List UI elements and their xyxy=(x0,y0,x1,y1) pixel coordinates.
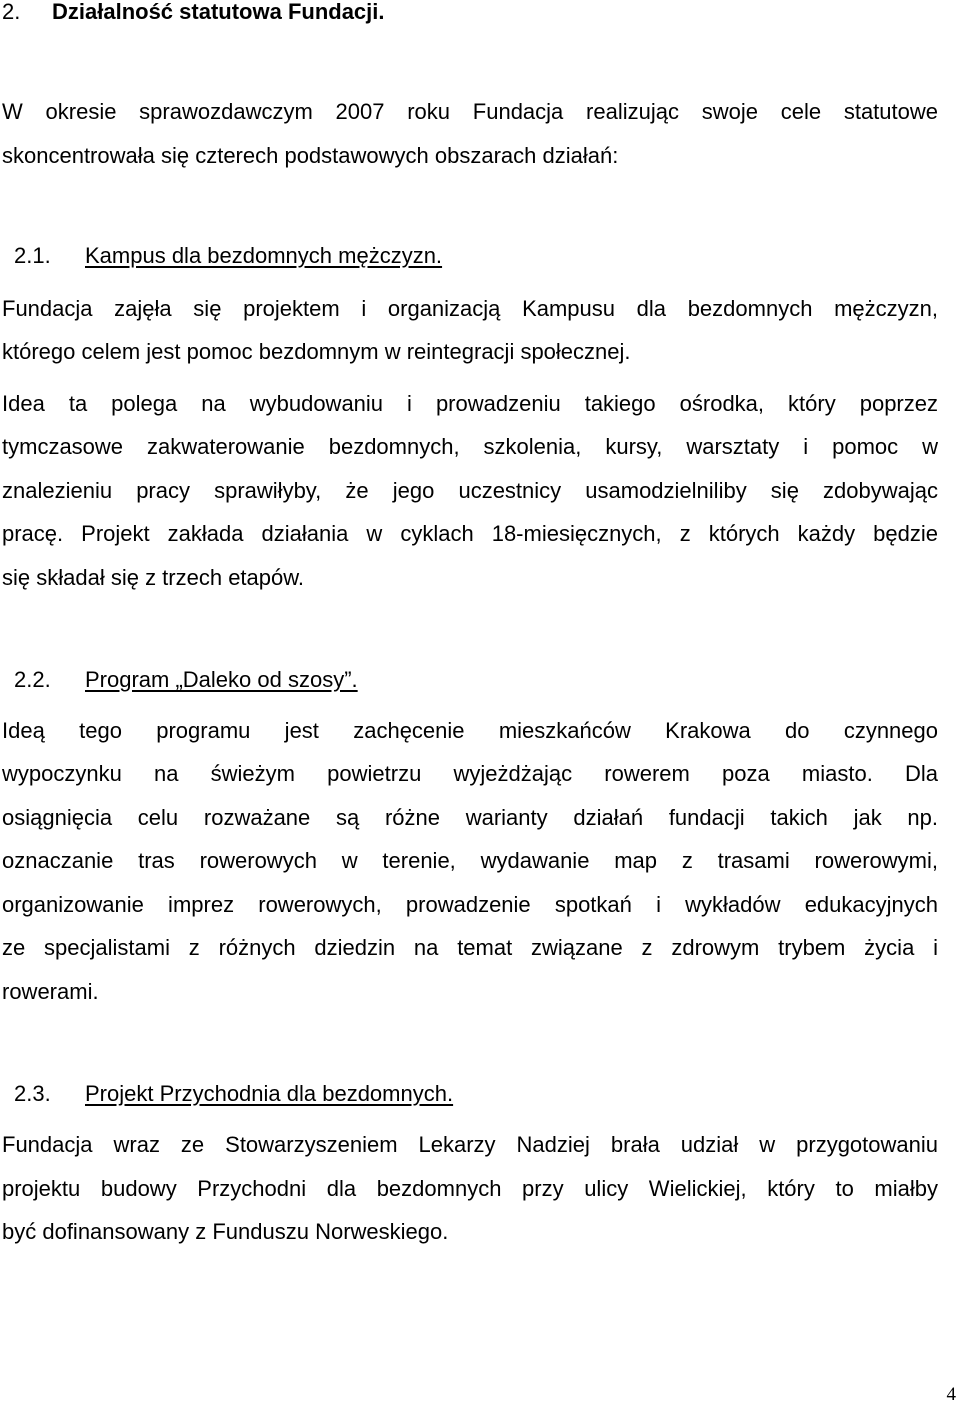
paragraph-line: Idea ta polega na wybudowaniu i prowadzeniu takiego ośrodka, który poprzez xyxy=(2,391,938,416)
intro-line: W okresie sprawozdawczym 2007 roku Fundacja realizując swoje cele statutowe xyxy=(2,99,938,124)
paragraph-line: tymczasowe zakwaterowanie bezdomnych, szkolenia, kursy, warsztaty i pomoc w xyxy=(2,434,938,459)
subsection-number: 2.2. xyxy=(14,667,51,692)
subsection-number: 2.3. xyxy=(14,1081,51,1106)
subsection-title: Kampus dla bezdomnych mężczyzn. xyxy=(85,243,443,268)
intro-line: skoncentrowała się czterech podstawowych obszarach działań: xyxy=(2,143,619,168)
paragraph-line: oznaczanie tras rowerowych w terenie, wydawanie map z trasami rowerowymi, xyxy=(2,848,938,873)
paragraph-line: organizowanie imprez rowerowych, prowadzenie spotkań i wykładów edukacyjnych xyxy=(2,892,938,917)
paragraph-line: się składał się z trzech etapów. xyxy=(2,565,305,590)
paragraph-line: wypoczynku na świeżym powietrzu wyjeżdżając rowerem poza miasto. Dla xyxy=(2,761,938,786)
section-number: 2. xyxy=(2,0,21,24)
paragraph-line: pracę. Projekt zakłada działania w cyklach 18-miesięcznych, z których każdy będzie xyxy=(2,521,938,546)
paragraph-line: Fundacja wraz ze Stowarzyszeniem Lekarzy Nadziej brała udział w przygotowaniu xyxy=(2,1132,938,1157)
paragraph-line: ze specjalistami z różnych dziedzin na temat związane z zdrowym trybem życia i xyxy=(2,935,938,960)
section-heading xyxy=(2,0,385,26)
paragraph-line: osiągnięcia celu rozważane są różne warianty działań fundacji takich jak np. xyxy=(2,805,938,830)
subsection-heading xyxy=(14,666,358,694)
paragraph-line: Ideą tego programu jest zachęcenie mieszkańców Krakowa do czynnego xyxy=(2,718,938,743)
paragraph-line: Fundacja zajęła się projektem i organizacją Kampusu dla bezdomnych mężczyzn, xyxy=(2,296,938,321)
subsection-heading xyxy=(14,1080,453,1108)
paragraph-line: którego celem jest pomoc bezdomnym w reintegracji społecznej. xyxy=(2,339,631,364)
section-title: Działalność statutowa Fundacji. xyxy=(52,0,385,24)
subsection-title: Projekt Przychodnia dla bezdomnych. xyxy=(85,1081,454,1106)
paragraph-line: znalezieniu pracy sprawiłyby, że jego uczestnicy usamodzielniliby się zdobywając xyxy=(2,478,938,503)
paragraph-line: projektu budowy Przychodni dla bezdomnych przy ulicy Wielickiej, który to miałby xyxy=(2,1176,938,1201)
paragraph-line: rowerami. xyxy=(2,979,99,1004)
subsection-heading xyxy=(14,242,442,270)
page-number: 4 xyxy=(946,1384,956,1405)
subsection-number: 2.1. xyxy=(14,243,51,268)
paragraph-line: być dofinansowany z Funduszu Norweskiego. xyxy=(2,1219,449,1244)
subsection-title: Program „Daleko od szosy”. xyxy=(85,667,358,692)
